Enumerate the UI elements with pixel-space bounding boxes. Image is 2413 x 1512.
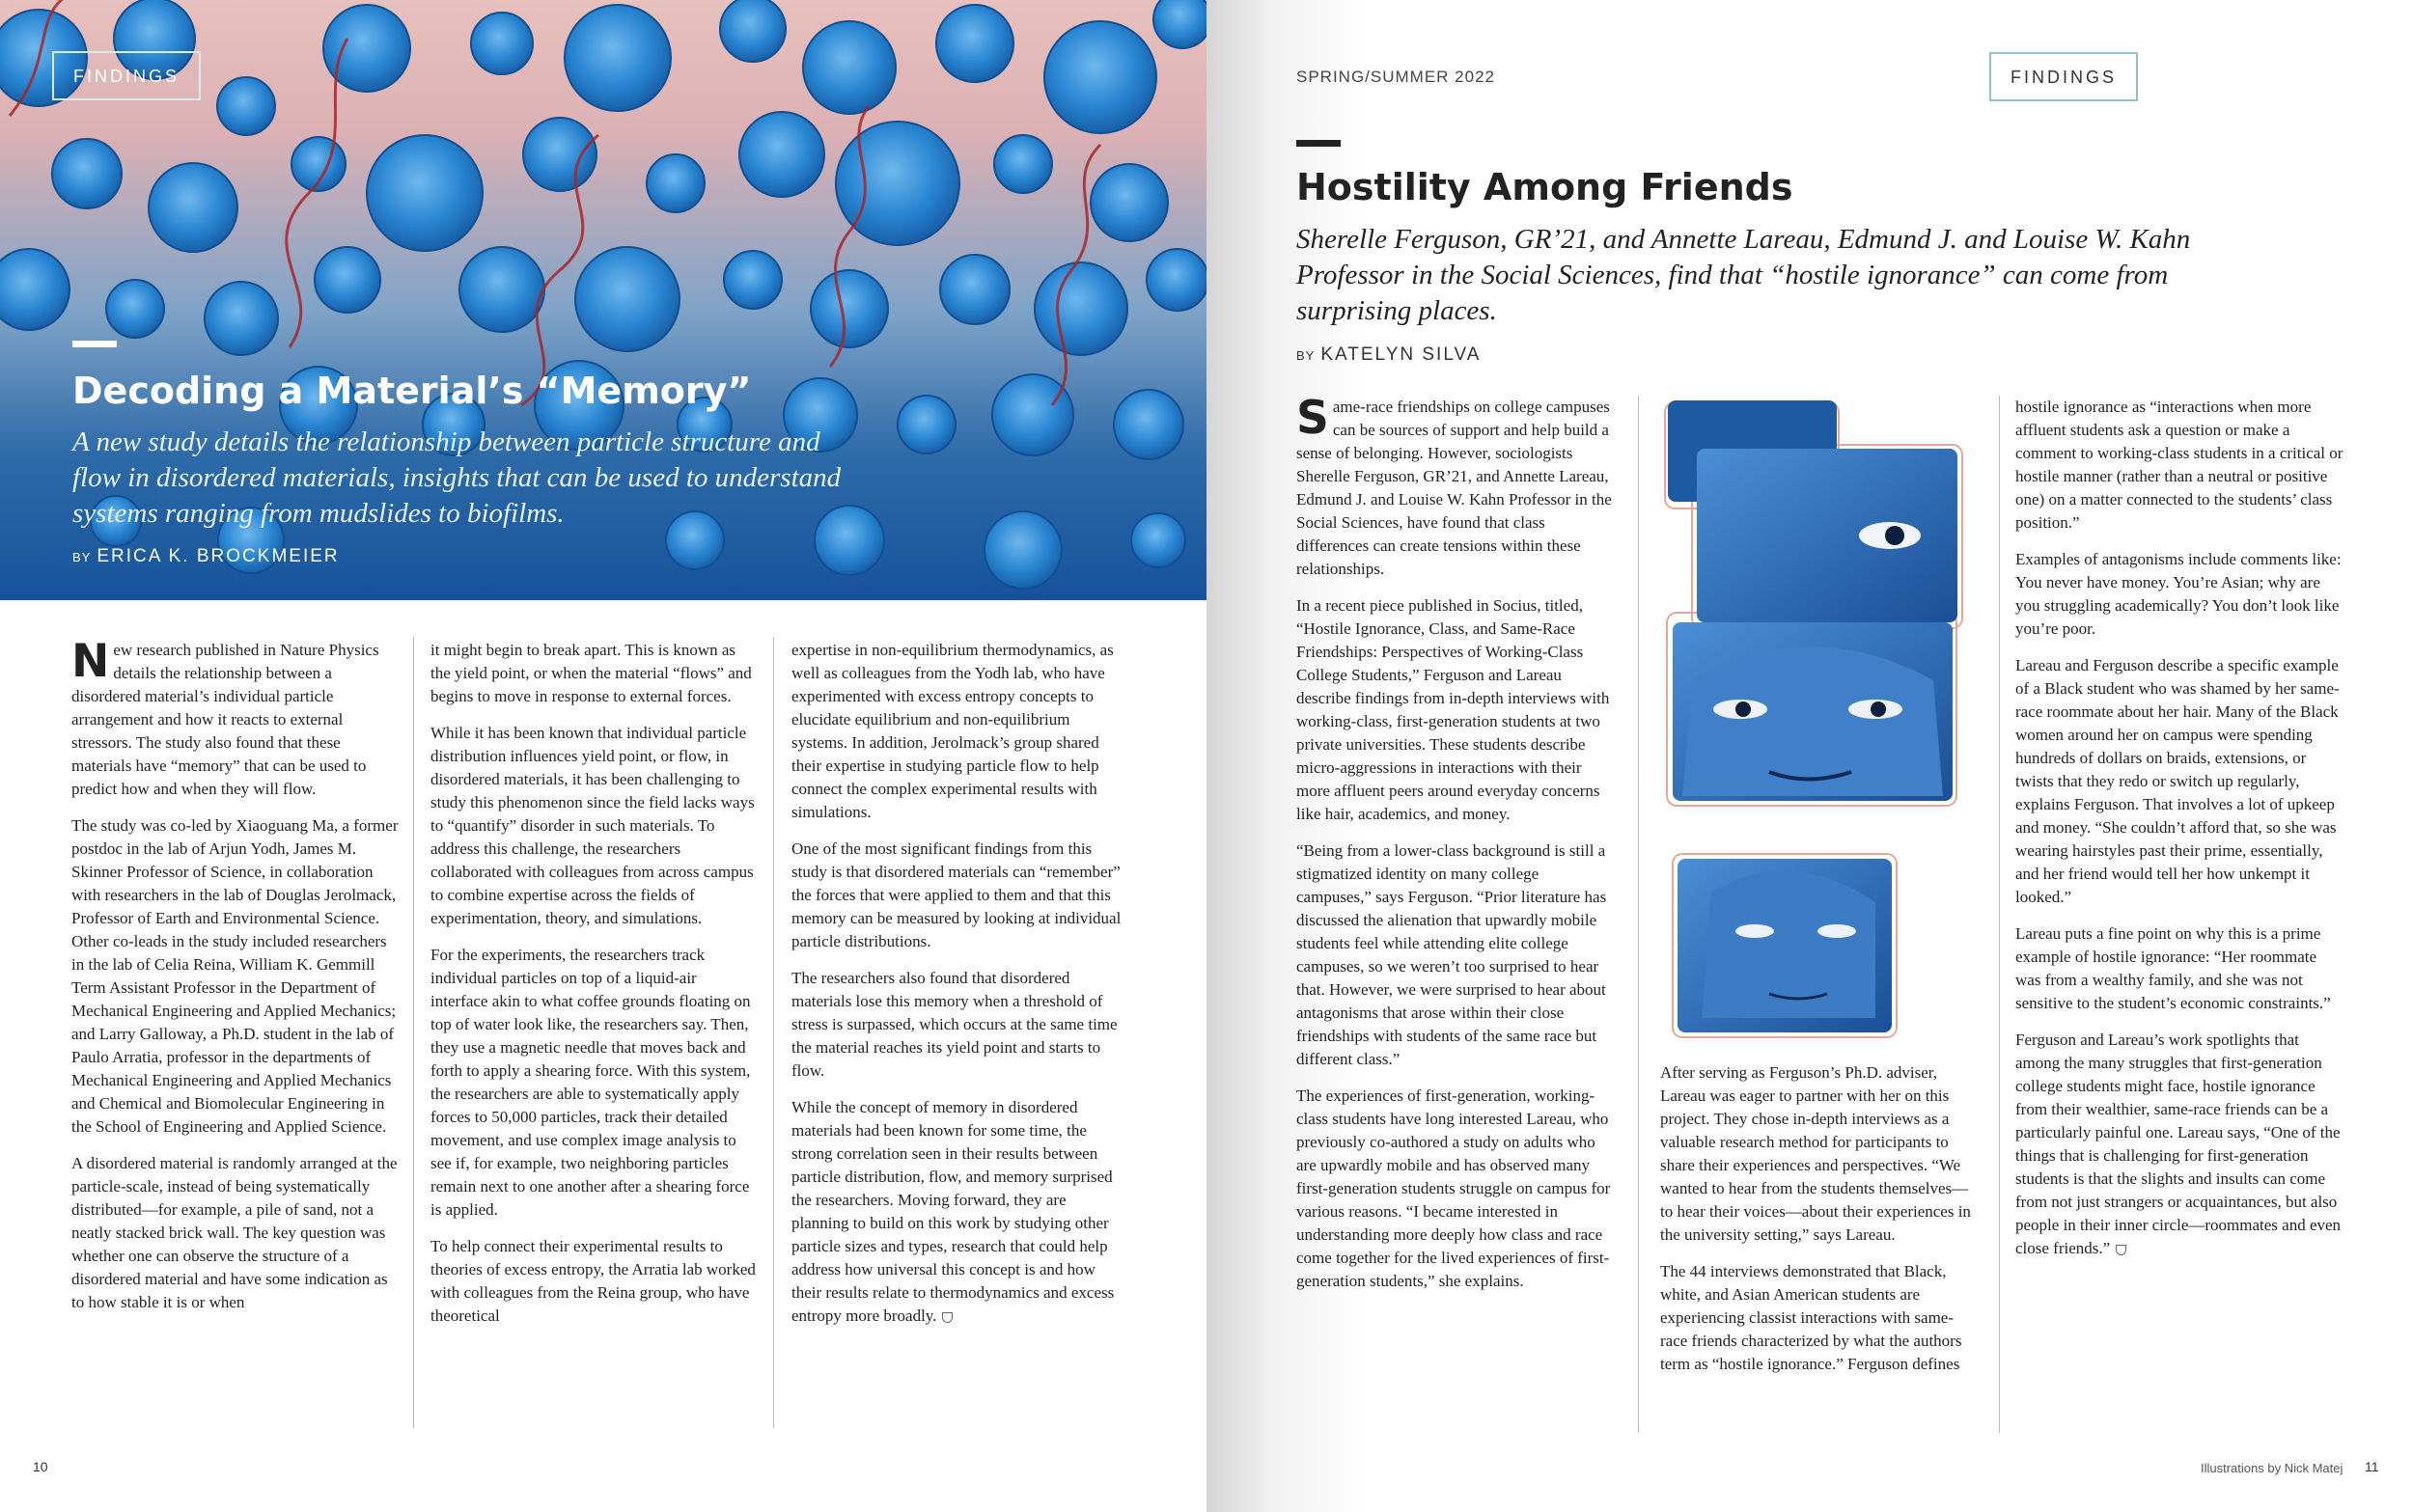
drop-cap: N: [71, 635, 110, 688]
paragraph-text: ame-race friendships on college campuses can be sources of support and help build a sense of belonging. However, sociologists Sherelle Ferguson, GR’21, and Annette Lareau, Edmund J. and Louise W. Kahn Professor in the Social Sciences, have found that class differences can create tensions within these relationships.: [1296, 398, 1612, 578]
page-number-right: 11: [2365, 1459, 2379, 1474]
face: [1682, 646, 1943, 796]
body-column-3: [2015, 396, 2344, 1438]
column-rule: [1638, 396, 1639, 1433]
byline-label: BY: [72, 550, 92, 564]
byline-author: KATELYN SILVA: [1320, 344, 1482, 365]
paragraph-text: While the concept of memory in disordered materials had been known for some time, the strong correlation seen in their results between particle distribution, flow, and memory surprised the researchers. Moving forward, they are planning to build on this work by studying other particle sizes and types, research that could help address how universal this concept is and how their results relate to thermodynamics and excess entropy more broadly.: [791, 1098, 1115, 1325]
illustration-credit: Illustrations by Nick Matej: [2201, 1461, 2344, 1475]
paragraph-text: Ferguson and Lareau’s work spotlights that among the many struggles that first-generation college students might face, hostile ignorance from their wealthier, same-race friends can be a particularly painful one. Lareau says, “One of the things that is challenging for first-generation students is that the slights and insults can come from not just strangers or acquaintances, but also people in their inner circle—roommates and even close friends.”: [2015, 1031, 2342, 1257]
paragraph: After serving as Ferguson’s Ph.D. adviser, Lareau was eager to partner with her on this project. They chose in-depth interviews as a valuable research method for participants to share their experiences and perspectives. “We wanted to hear from the students themselves—to hear their voices—about their experiences in the university setting,” says Lareau.: [1660, 1063, 1971, 1244]
paragraph: The study was co-led by Xiaoguang Ma, a former postdoc in the lab of Arjun Yodh, James M. Skinner Professor of Science, in collaboration with researchers in the lab of Douglas Jerolmack, Professor of Earth and Environmental Science. Other co-leads in the study included researchers in the lab of Celia Reina, William K. Gemmill Term Assistant Professor in the Department of Mechanical Engineering and Applied Mechanics; and Larry Galloway, a Ph.D. student in the lab of Paulo Arratia, professor in the departments of Mechanical Engineering and Applied Mechanics and Chemical and Biomolecular Engineering in the School of Engineering and Applied Science.: [71, 816, 399, 1136]
paragraph: expertise in non-equilibrium thermodynamics, as well as colleagues from the Yodh lab, who have experimented with excess entropy concepts to elucidate equilibrium and non-equilibrium systems. In addition, Jerolmack’s group shared their expertise in studying particle flow to help connect the complex experimental results with simulations.: [791, 641, 1114, 821]
paragraph: To help connect their experimental results to theories of excess entropy, the Arratia lab worked with colleagues from the Reina group, who have theoretical: [430, 1237, 756, 1325]
left-page: [0, 0, 1206, 1512]
issue-date: SPRING/SUMMER 2022: [1296, 68, 1495, 86]
article-dek: A new study details the relationship between particle structure and flow in disordered materials, insights that can be used to understand systems ranging from mudslides to biofilms.: [72, 426, 842, 529]
page-number-left: 10: [33, 1459, 48, 1474]
paragraph-text: ew research published in Nature Physics details the relationship between a disordered material’s individual particle arrangement and how it reacts to external stressors. The study also found that these materials have “memory” that can be used to predict how and when they will flow.: [71, 641, 379, 798]
faces-art: [1653, 391, 1982, 1057]
paragraph: Examples of antagonisms include comments like: You never have money. You’re Asian; why are you struggling academically? You don’t look like you’re poor.: [2015, 550, 2342, 638]
paragraph: Lareau puts a fine point on why this is a prime example of hostile ignorance: “Her roommate was from a wealthy family, and she was not sensitive to the student’s economic constraints.”: [2015, 924, 2331, 1012]
paragraph: The experiences of first-generation, working-class students have long interested Lareau, who previously co-authored a study on adults who are upwardly mobile and has observed many first-generation students struggle on campus for various reasons. “I became interested in understanding more deeply how class and race come together for the lived experiences of first-generation students,” she explains.: [1296, 1086, 1611, 1290]
eye: [1735, 924, 1774, 938]
article-title: Decoding a Material’s “Memory”: [72, 370, 752, 412]
body-column-2: [1660, 1061, 1979, 1438]
paragraph: [71, 635, 400, 801]
column-rule: [773, 637, 774, 1428]
body-column-3: [791, 639, 1124, 1430]
paragraph: [1296, 392, 1615, 581]
byline-label: BY: [1296, 348, 1316, 363]
byline: [72, 546, 340, 567]
paragraph: For the experiments, the researchers track individual particles on top of a liquid-air interface akin to what coffee grounds floating on top of water look like, the researchers say. Then, they use a magnetic needle that moves back and forth to apply a shearing force. With this system, the researchers are able to systematically apply forces to 50,000 particles, track their detailed movement, and use complex image analysis to see if, for example, two neighboring particles remain next to one another after a shearing force is applied.: [430, 946, 751, 1219]
paragraph: A disordered material is randomly arranged at the particle-scale, instead of being systematically distributed—for example, a pile of sand, not a neatly stacked brick wall. The key question was whether one can observe the structure of a disordered material and have some indication as to how stable it is or when: [71, 1154, 398, 1311]
end-mark-icon: [942, 1312, 953, 1323]
eye: [1817, 924, 1856, 938]
body-column-1: [71, 635, 400, 1430]
paragraph: One of the most significant findings from this study is that disordered materials can “remember” the forces that were applied to them and that this memory can be measured by looking at individual particle distributions.: [791, 839, 1122, 950]
column-rule: [1999, 396, 2000, 1433]
paragraph: In a recent piece published in Socius, titled, “Hostile Ignorance, Class, and Same-Race Friendships: Perspectives of Working-Class College Students,” Ferguson and Lareau describe findings from in-depth interviews with working-class, first-generation students at two private universities. These students describe micro-aggressions in interactions with their more affluent peers around everyday concerns like hair, academics, and money.: [1296, 596, 1610, 823]
pupil: [1871, 701, 1886, 717]
illustration-faces: [1653, 391, 1982, 1057]
byline: [1296, 344, 1481, 366]
paragraph: Lareau and Ferguson describe a specific example of a Black student who was shamed by her same-race roommate about her hair. Many of the Black women around her on campus were spending hundreds of dollars on braids, extensions, or twists that they redo or switch up regularly, explains Ferguson. That involves a lot of upkeep and money. “She couldn’t afford that, so she was wearing hairstyles past their prime, essentially, and her friend would tell her how unkempt it looked.”: [2015, 656, 2340, 906]
right-page: [1206, 0, 2413, 1512]
paragraph: “Being from a lower-class background is still a stigmatized identity on many college campuses,” says Ferguson. “Prior literature has discussed the alienation that upwardly mobile students feel while attending elite college campuses, so we weren’t too surprised to hear that. However, we were surprised to hear about antagonisms that arose within their close friendships with students of the same race but different class.”: [1296, 841, 1607, 1068]
paragraph: [791, 1096, 1124, 1328]
byline-author: ERICA K. BROCKMEIER: [97, 546, 340, 566]
pupil: [1735, 701, 1751, 717]
title-dash: [1296, 140, 1341, 147]
title-dash: [72, 341, 117, 347]
article-title: Hostility Among Friends: [1296, 166, 1793, 208]
paragraph: hostile ignorance as “interactions when more affluent students ask a question or make a comment to working-class students in a critical or hostile manner (rather than a neutral or positive one) on a matter connected to the students’ class position.”: [2015, 398, 2344, 532]
column-rule: [413, 637, 414, 1428]
body-column-1: [1296, 392, 1615, 1438]
face: [1702, 870, 1875, 1018]
paragraph: While it has been known that individual particle distribution influences yield point, or flow, in disordered materials, it has been challenging to study this phenomenon since the field lacks ways to “quantify” disorder in such materials. To address this challenge, the researchers collaborated with colleagues from across campus to combine expertise across the fields of experimentation, theory, and simulations.: [430, 724, 755, 927]
body-column-2: [430, 639, 757, 1430]
paragraph: The researchers also found that disordered materials lose this memory when a threshold of stress is surpassed, which occurs at the same time the material reaches its yield point and starts to flow.: [791, 969, 1118, 1080]
pupil: [1885, 526, 1904, 545]
end-mark-icon: [2116, 1245, 2126, 1255]
section-tag-findings: FINDINGS: [1989, 52, 2138, 101]
drop-cap: S: [1296, 392, 1329, 445]
paragraph: The 44 interviews demonstrated that Black, white, and Asian American students are experiencing classist interactions with same-race friends characterized by what the authors term as “hostile ignorance.” Ferguson defines: [1660, 1262, 1962, 1373]
paragraph: [2015, 1029, 2344, 1260]
article-dek: Sherelle Ferguson, GR’21, and Annette Lareau, Edmund J. and Louise W. Kahn Professor in the Social Sciences, find that “hostile ignorance” can come from surprising places.: [1296, 224, 2191, 326]
section-tag-findings: FINDINGS: [52, 51, 201, 100]
paragraph: it might begin to break apart. This is known as the yield point, or when the material “flows” and begins to move in response to external forces.: [430, 641, 752, 705]
